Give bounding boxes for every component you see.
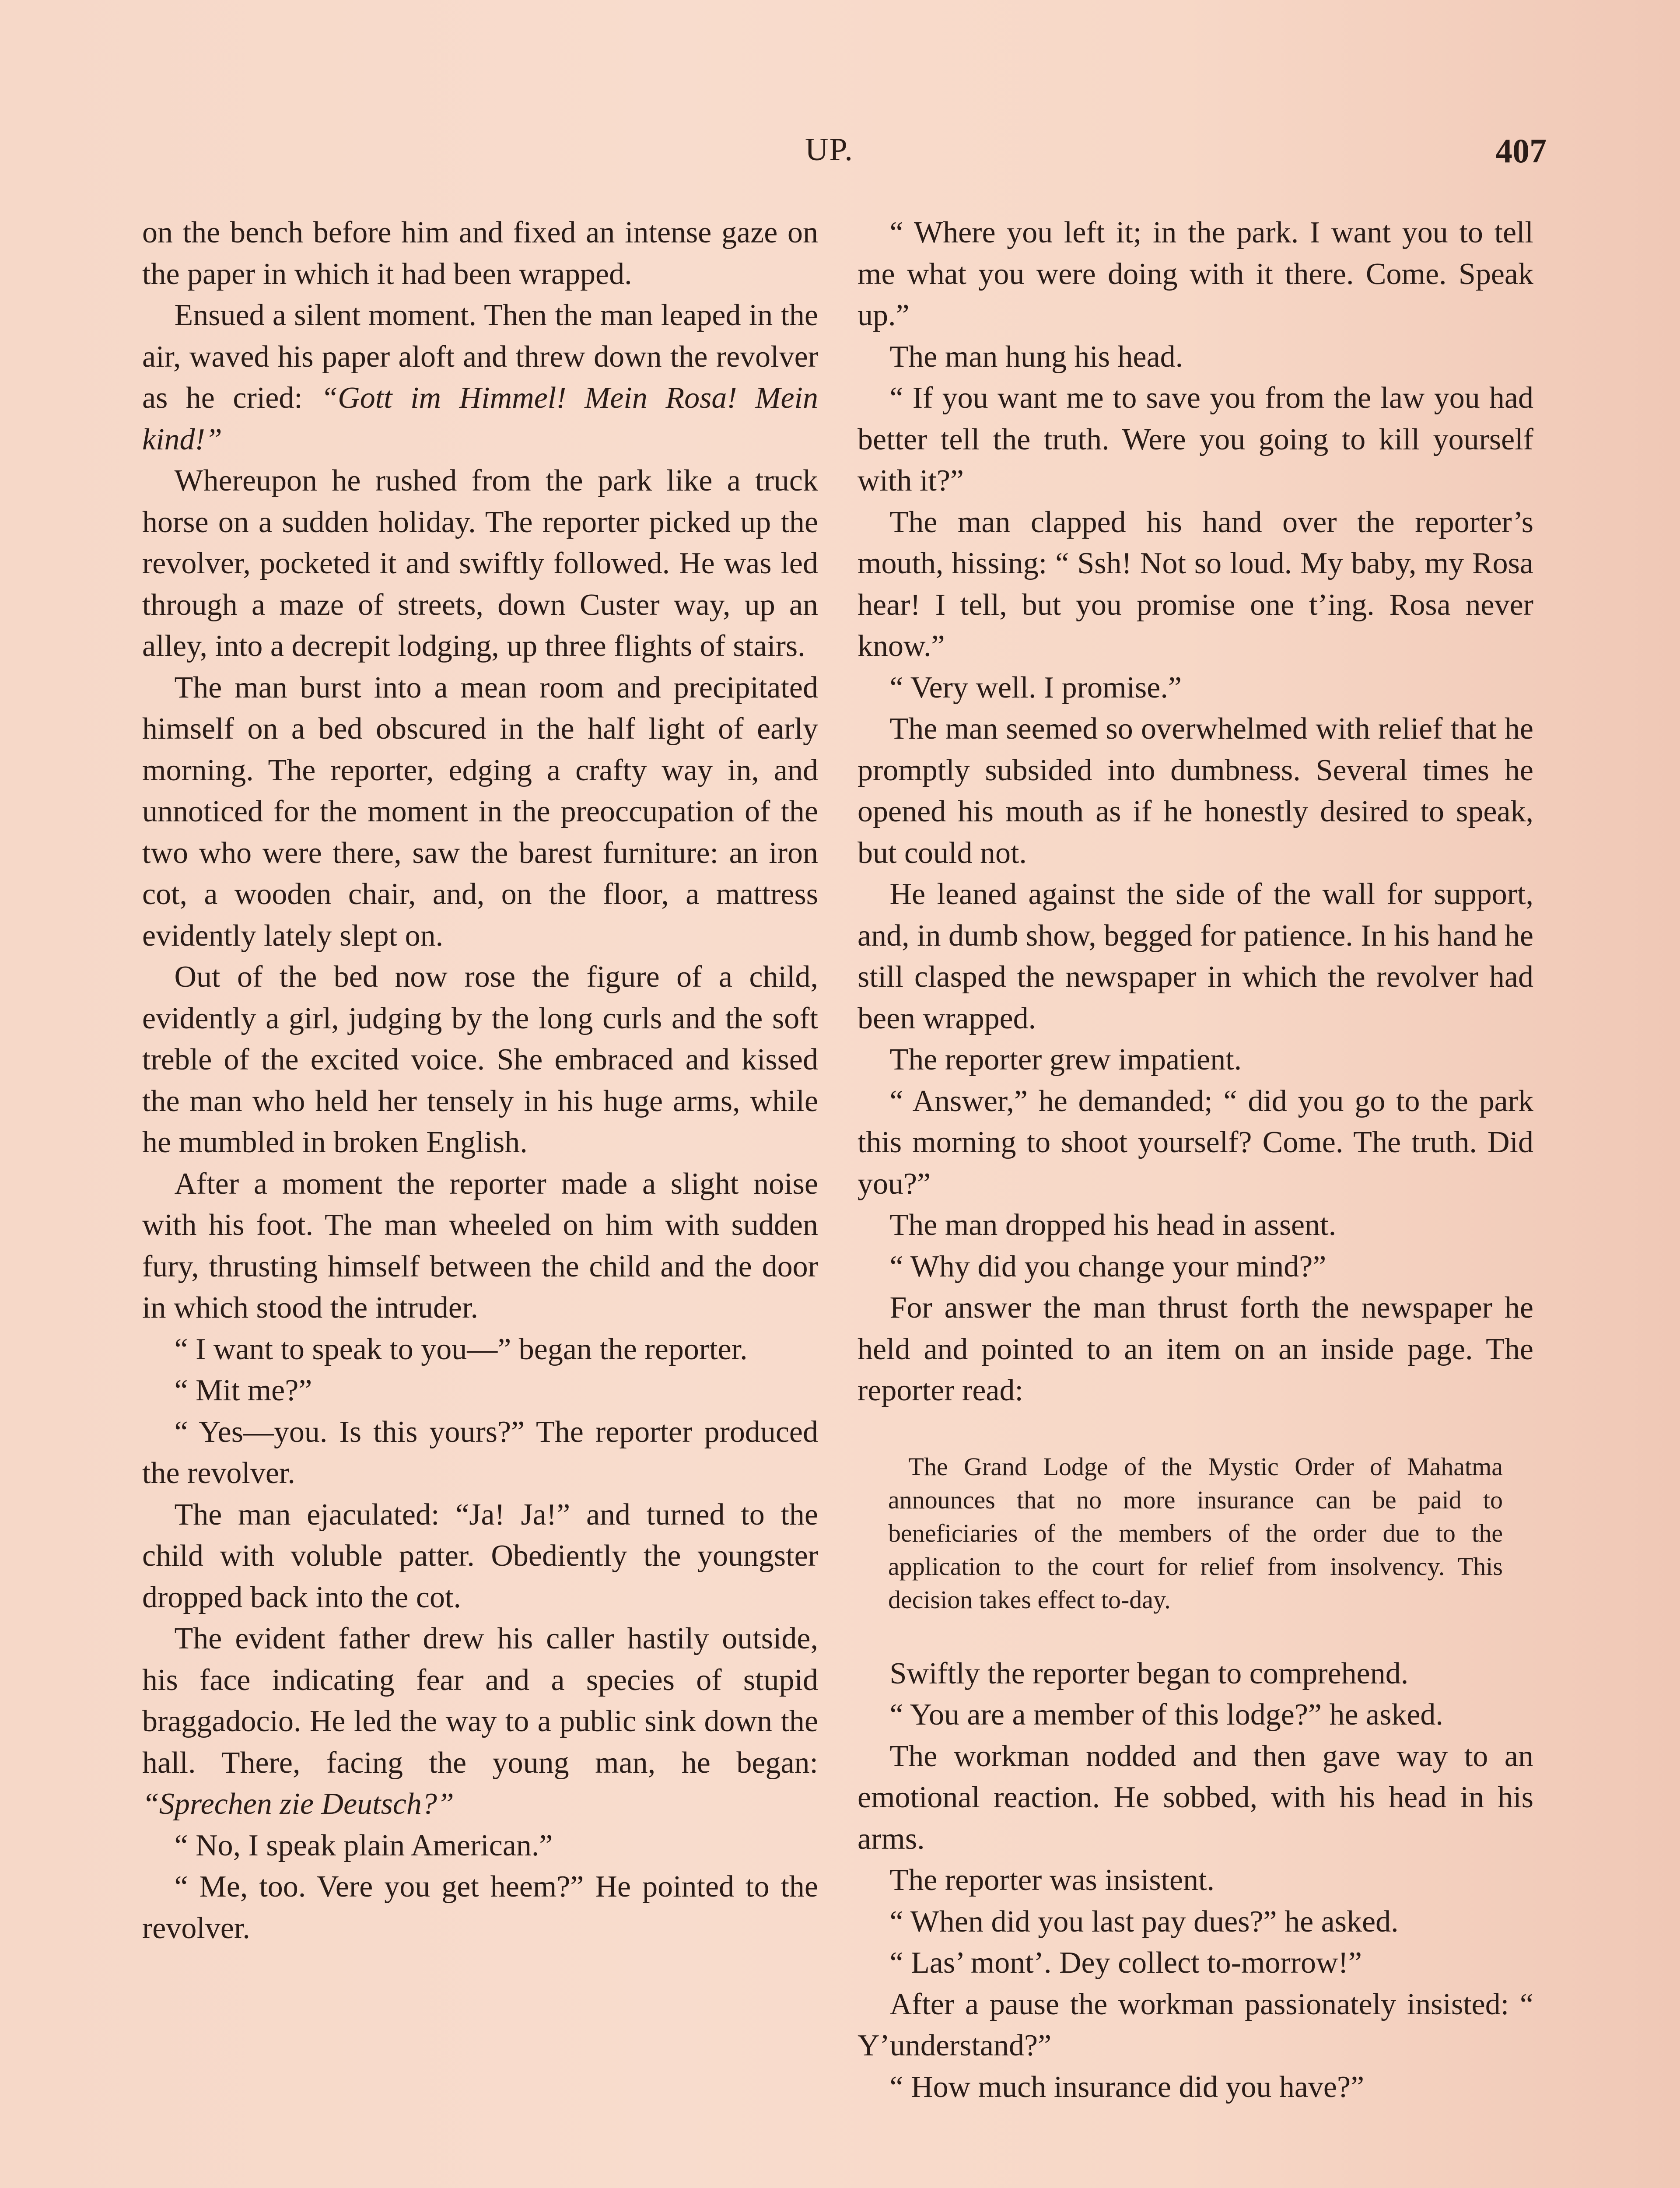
- paragraph: [142, 1370, 818, 1412]
- paragraph-text: “ Why did you change your mind?”: [889, 1249, 1326, 1283]
- paragraph-text: Ensued a silent moment. Then the man leaped in the air, waved his paper aloft and threw down the revolver as he cried:: [142, 298, 818, 415]
- paragraph-text: “ Yes—you. Is this yours?” The reporter produced the revolver.: [142, 1415, 818, 1490]
- paragraph: [858, 667, 1533, 709]
- paragraph-text: The man ejaculated: “Ja! Ja!” and turned to the child with voluble patter. Obediently the youngster dropped back into the cot.: [142, 1497, 818, 1614]
- paragraph-text: “ You are a member of this lodge?” he asked.: [889, 1698, 1443, 1732]
- paragraph-text: After a pause the workman passionately insisted: “ Y’understand?”: [858, 1987, 1533, 2062]
- paragraph: [142, 667, 818, 957]
- paragraph: [858, 1039, 1533, 1081]
- paragraph-text: The man hung his head.: [889, 340, 1183, 374]
- paragraph-text: “ When did you last pay dues?” he asked.: [889, 1904, 1399, 1939]
- paragraph-text: Swiftly the reporter began to comprehend.: [889, 1656, 1409, 1690]
- paragraph-text: “ Very well. I promise.”: [889, 670, 1182, 705]
- paragraph: [858, 1205, 1533, 1246]
- paragraph: [142, 460, 818, 667]
- right-column: [858, 212, 1533, 2108]
- paragraph-text: The man dropped his head in assent.: [889, 1208, 1337, 1242]
- left-column: [142, 212, 818, 1949]
- paragraph: [858, 1653, 1533, 1695]
- paragraph-text: He leaned against the side of the wall for support, and, in dumb show, begged for patience. In his hand he still clasped the newspaper in which the revolver had been wrapped.: [858, 877, 1533, 1035]
- paragraph: [142, 1825, 818, 1867]
- paragraph: [858, 874, 1533, 1039]
- running-head: UP.: [805, 132, 854, 168]
- german-question: “Sprechen zie Deutsch?”: [142, 1787, 454, 1821]
- paragraph: [858, 708, 1533, 874]
- paragraph-text: For answer the man thrust forth the newspaper he held and pointed to an item on an inside page. The reporter read:: [858, 1291, 1533, 1407]
- page-number: 407: [1495, 132, 1547, 170]
- paragraph-text: The reporter was insistent.: [889, 1863, 1215, 1897]
- paragraph-text: “ If you want me to save you from the law you had better tell the truth. Were you going to kill yourself with it?”: [858, 381, 1533, 498]
- paragraph-text: After a moment the reporter made a slight noise with his foot. The man wheeled on him with sudden fury, thrusting himself between the child and the door in which stood the intruder.: [142, 1167, 818, 1325]
- paragraph: [858, 502, 1533, 667]
- paragraph: [858, 1694, 1533, 1736]
- paragraph-text: “ Where you left it; in the park. I want you to tell me what you were doing with it there. Come. Speak up.”: [858, 216, 1533, 332]
- german-exclamation: “Gott im Himmel! Mein Rosa! Mein kind!”: [142, 381, 819, 456]
- paragraph-text: Whereupon he rushed from the park like a truck horse on a sudden holiday. The reporter picked up the revolver, pocketed it and swiftly followed. He was led through a maze of streets, down Custer way, up an alley, into a decrepit lodging, up three flights of stairs.: [142, 464, 818, 663]
- paragraph: [858, 1984, 1533, 2067]
- paragraph: [858, 1860, 1533, 1901]
- paragraph: [142, 1412, 818, 1494]
- paragraph-text: The man clapped his hand over the reporter’s mouth, hissing: “ Ssh! Not so loud. My baby, my Rosa hear! I tell, but you promise one t’ing. Rosa never know.”: [858, 505, 1533, 663]
- paragraph: [858, 1081, 1533, 1205]
- paragraph: [858, 2067, 1533, 2108]
- paragraph: [858, 1287, 1533, 1412]
- paragraph-text: “ How much insurance did you have?”: [889, 2070, 1365, 2104]
- paragraph: [858, 1246, 1533, 1288]
- paragraph-text: The reporter grew impatient.: [889, 1043, 1242, 1076]
- paragraph: [858, 1736, 1533, 1860]
- paragraph: [858, 1901, 1533, 1943]
- paragraph-text: “ No, I speak plain American.”: [174, 1828, 553, 1862]
- paragraph: [142, 1164, 818, 1329]
- paragraph: [142, 1618, 818, 1825]
- paragraph-text: on the bench before him and fixed an intense gaze on the paper in which it had been wrapped.: [142, 216, 818, 291]
- paragraph-text: The man burst into a mean room and precipitated himself on a bed obscured in the half light of early morning. The reporter, edging a crafty way in, and unnoticed for the moment in the preoccupation of the two who were there, saw the barest furniture: an iron cot, a wooden chair, and, on the floor, a mattress evidently lately slept on.: [142, 670, 818, 953]
- paragraph-text: “ I want to speak to you—” began the reporter.: [174, 1332, 748, 1366]
- paragraph-text: The evident father drew his caller hastily outside, his face indicating fear and a species of stupid braggadocio. He led the way to a public sink down the hall. There, facing the young man, he began:: [142, 1622, 818, 1780]
- newspaper-notice: The Grand Lodge of the Mystic Order of Mahatma announces that no more insurance can be paid to beneficiaries of the members of the order due to the application to the court for relief from insolvency. This decision takes effect to-day.: [888, 1452, 1503, 1614]
- paragraph-text: “ Mit me?”: [174, 1374, 312, 1407]
- paragraph: [858, 1943, 1533, 1984]
- page-header: [0, 131, 1680, 179]
- paragraph: [858, 212, 1533, 337]
- paragraph-text: Out of the bed now rose the figure of a child, evidently a girl, judging by the long curls and the soft treble of the excited voice. She embraced and kissed the man who held her tensely in his huge arms, while he mumbled in broken English.: [142, 960, 818, 1159]
- paragraph: [142, 957, 818, 1164]
- paragraph: [858, 337, 1533, 378]
- paragraph-text: “ Me, too. Vere you get heem?” He pointed to the revolver.: [142, 1870, 818, 1945]
- paragraph: [142, 1329, 818, 1371]
- paragraph-text: The workman nodded and then gave way to an emotional reaction. He sobbed, with his head in his arms.: [858, 1739, 1533, 1856]
- paragraph: [142, 212, 818, 295]
- paragraph: [142, 295, 818, 460]
- paragraph-text: The man seemed so overwhelmed with relief that he promptly subsided into dumbness. Several times he opened his mouth as if he honestly desired to speak, but could not.: [858, 712, 1533, 870]
- paragraph: [142, 1494, 818, 1619]
- paragraph-text: “ Las’ mont’. Dey collect to-morrow!”: [889, 1946, 1362, 1980]
- paragraph-text: “ Answer,” he demanded; “ did you go to the park this morning to shoot yourself? Come. The truth. Did you?”: [858, 1084, 1533, 1201]
- paragraph: [142, 1866, 818, 1949]
- paragraph: [858, 378, 1533, 502]
